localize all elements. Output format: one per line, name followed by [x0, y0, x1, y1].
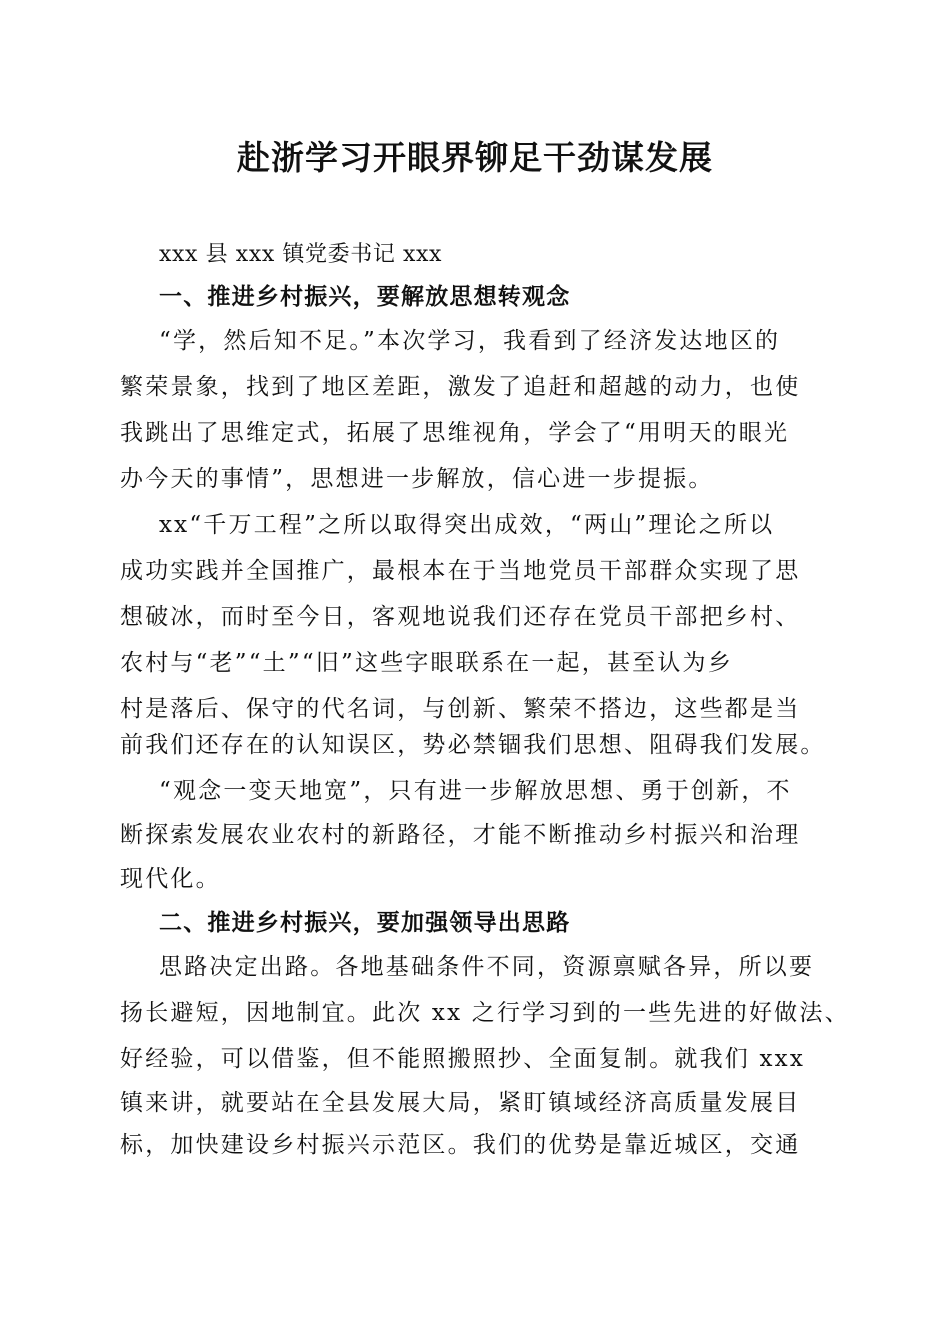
paragraph-line: 繁荣景象，找到了地区差距，激发了追赶和超越的动力，也使 — [120, 374, 801, 400]
paragraph-line: 农村与“老”“土”“旧”这些字眼联系在一起，甚至认为乡 — [120, 650, 733, 676]
paragraph-line: 想破冰，而时至今日，客观地说我们还存在党员干部把乡村、 — [120, 604, 801, 630]
paragraph-line: 镇来讲，就要站在全县发展大局，紧盯镇域经济高质量发展目 — [120, 1090, 801, 1116]
author-line: xxx 县 xxx 镇党委书记 xxx — [159, 242, 443, 267]
paragraph-line: 村是落后、保守的代名词，与创新、繁荣不搭边，这些都是当 — [120, 696, 801, 722]
paragraph-line: 扬长避短，因地制宜。此次 xx 之行学习到的一些先进的好做法、 — [120, 1000, 850, 1026]
paragraph-line: “观念一变天地宽”，只有进一步解放思想、勇于创新，不 — [159, 778, 792, 804]
paragraph-line: xx“千万工程”之所以取得突出成效，“两山”理论之所以 — [159, 512, 775, 538]
paragraph-line: 思路决定出路。各地基础条件不同，资源禀赋各异，所以要 — [159, 954, 815, 980]
paragraph-line: 我跳出了思维定式，拓展了思维视角，学会了“用明天的眼光 — [120, 420, 790, 446]
paragraph-line: 好经验，可以借鉴，但不能照搬照抄、全面复制。就我们 xxx — [120, 1046, 806, 1072]
paragraph-line: 断探索发展农业农村的新路径，才能不断推动乡村振兴和治理 — [120, 822, 801, 848]
paragraph-line: “学，然后知不足。”本次学习，我看到了经济发达地区的 — [159, 328, 781, 354]
paragraph-line: 标，加快建设乡村振兴示范区。我们的优势是靠近城区，交通 — [120, 1132, 801, 1158]
paragraph-line: 成功实践并全国推广，最根本在于当地党员干部群众实现了思 — [120, 558, 801, 584]
section-heading-1: 一、推进乡村振兴，要解放思想转观念 — [159, 284, 571, 310]
document-title: 赴浙学习开眼界铆足干劲谋发展 — [237, 138, 713, 177]
paragraph-line: 前我们还存在的认知误区，势必禁锢我们思想、阻碍我们发展。 — [120, 732, 826, 758]
section-heading-2: 二、推进乡村振兴，要加强领导出思路 — [159, 910, 571, 936]
paragraph-line: 办今天的事情”，思想进一步解放，信心进一步提振。 — [120, 466, 714, 492]
paragraph-line: 现代化。 — [120, 866, 221, 892]
